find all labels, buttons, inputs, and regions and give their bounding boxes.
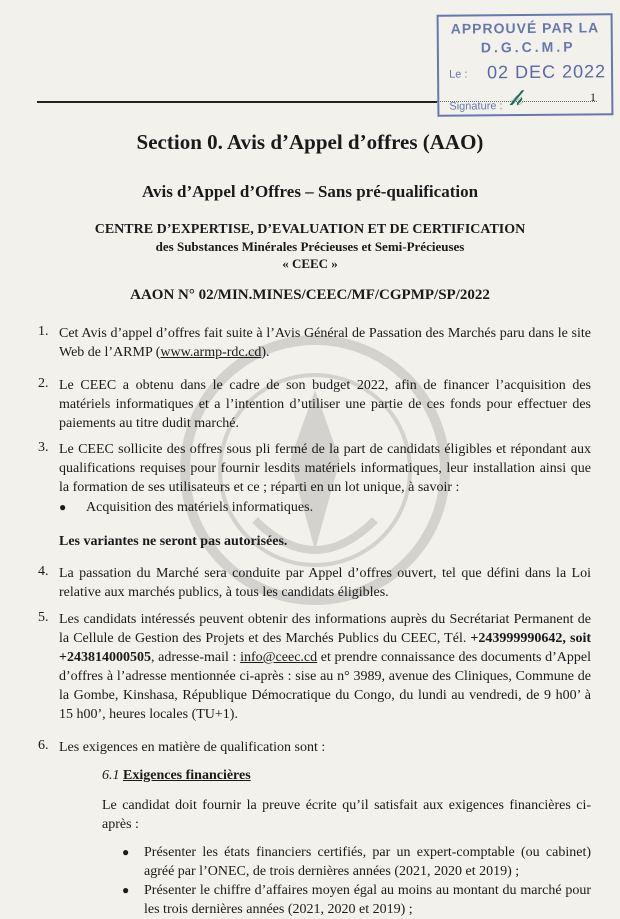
- org-name-line2: des Substances Minérales Précieuses et Semi-Précieuses: [155, 239, 465, 254]
- stamp-authority-line: D.G.C.M.P: [480, 38, 576, 56]
- org-name-line1: CENTRE D’EXPERTISE, D’EVALUATION ET DE CERTIFICATION: [94, 222, 526, 237]
- subsection-number: 6.1: [102, 768, 120, 783]
- item-number: 4.: [38, 564, 49, 579]
- stamp-approved-line: APPROUVÉ PAR LA: [450, 19, 600, 37]
- section-title: Section 0. Avis d’Appel d’offres (AAO): [136, 130, 484, 154]
- bullet-icon: ●: [122, 845, 130, 859]
- financial-requirement-2: Présenter le chiffre d’affaires moyen égal au moins au montant du marché pour les trois dernières années (2021, 2020 et 2019) ;: [144, 883, 591, 917]
- subsection-title: Exigences financières: [123, 768, 251, 783]
- header-rule: [37, 101, 437, 103]
- stamp-date-value: 02 DEC 2022: [486, 61, 607, 83]
- item-1-end: ).: [261, 345, 270, 360]
- item-number: 6.: [38, 738, 49, 753]
- item-number: 5.: [38, 610, 49, 625]
- page-number: 1: [590, 90, 596, 104]
- item-3-text: Le CEEC sollicite des offres sous pli fermé de la part de candidats éligibles et répondant aux qualifications requises pour fournir lesdits matériels informatiques, leur installation ainsi que la formation de ses utilisateurs et ce ; réparti en un lot unique, à savoir :: [59, 442, 591, 495]
- item-1-body: Cet Avis d’appel d’offres fait suite à l’Avis Général de Passation des Marchés paru dans le site Web de l’ARMP (: [59, 326, 591, 360]
- header-rule-dotted: [437, 101, 597, 102]
- bullet-icon: ●: [59, 500, 67, 514]
- stamp-date-label: Le :: [449, 68, 468, 81]
- lot-bullet-text: Acquisition des matériels informatiques.: [86, 500, 314, 515]
- item-6-text: Les exigences en matière de qualification sont :: [59, 740, 326, 755]
- armp-link[interactable]: www.armp-rdc.cd: [160, 345, 262, 360]
- bullet-icon: ●: [122, 883, 130, 897]
- tender-reference: AAON N° 02/MIN.MINES/CEEC/MF/CGPMP/SP/2022: [130, 287, 490, 303]
- item-number: 1.: [38, 324, 49, 339]
- financial-intro: Le candidat doit fournir la preuve écrite qu’il satisfait aux exigences financières ci-après :: [102, 798, 591, 832]
- handwritten-signature: 𝒽: [510, 86, 523, 111]
- phone-numbers: +243999990642, soit +243814000505: [59, 631, 591, 665]
- item-5-part-b: , adresse-mail :: [150, 650, 241, 665]
- org-acronym: « CEEC »: [282, 256, 338, 271]
- item-5-part-c: et prendre connaissance des documents d’Appel d’offres à l’adresse mentionnée ci-après : sise au n° 3989, avenue des Cliniques, Commune de la Gombe, Kinshasa, République Démocratique du Congo, du lundi au vendredi, de 9 h00’ à 15 h00’, heures locales (TU+1).: [59, 650, 591, 722]
- item-5-part-a: Les candidats intéressés peuvent obtenir des informations auprès du Secrétariat Permanent de la Cellule de Gestion des Projets et des Marchés Publics du CEEC, Tél.: [59, 612, 591, 646]
- stamp-signature-label: Signature :: [449, 100, 503, 113]
- item-2-text: Le CEEC a obtenu dans le cadre de son budget 2022, afin de financer l’acquisition des matériels informatiques et a l’intention d’utiliser une partie de ces fonds pour effectuer des paiements au titre dudit marché.: [59, 378, 591, 431]
- item-1-text: [59, 324, 591, 362]
- item-number: 2.: [38, 376, 49, 391]
- financial-requirement-1: Présenter les états financiers certifiés, par un expert-comptable (ou cabinet) agréé par l’ONEC, de trois dernières années (2021, 2020 et 2019) ;: [144, 845, 591, 879]
- item-4-text: La passation du Marché sera conduite par Appel d’offres ouvert, tel que défini dans la Loi relative aux marchés publics, à tous les candidats éligibles.: [59, 566, 591, 600]
- subsection-heading: [102, 766, 582, 785]
- notice-subtitle: Avis d’Appel d’Offres – Sans pré-qualification: [141, 182, 479, 201]
- item-number: 3.: [38, 440, 49, 455]
- variants-note: Les variantes ne seront pas autorisées.: [59, 534, 288, 549]
- email-link[interactable]: info@ceec.cd: [240, 650, 318, 665]
- item-5-text: [59, 610, 591, 724]
